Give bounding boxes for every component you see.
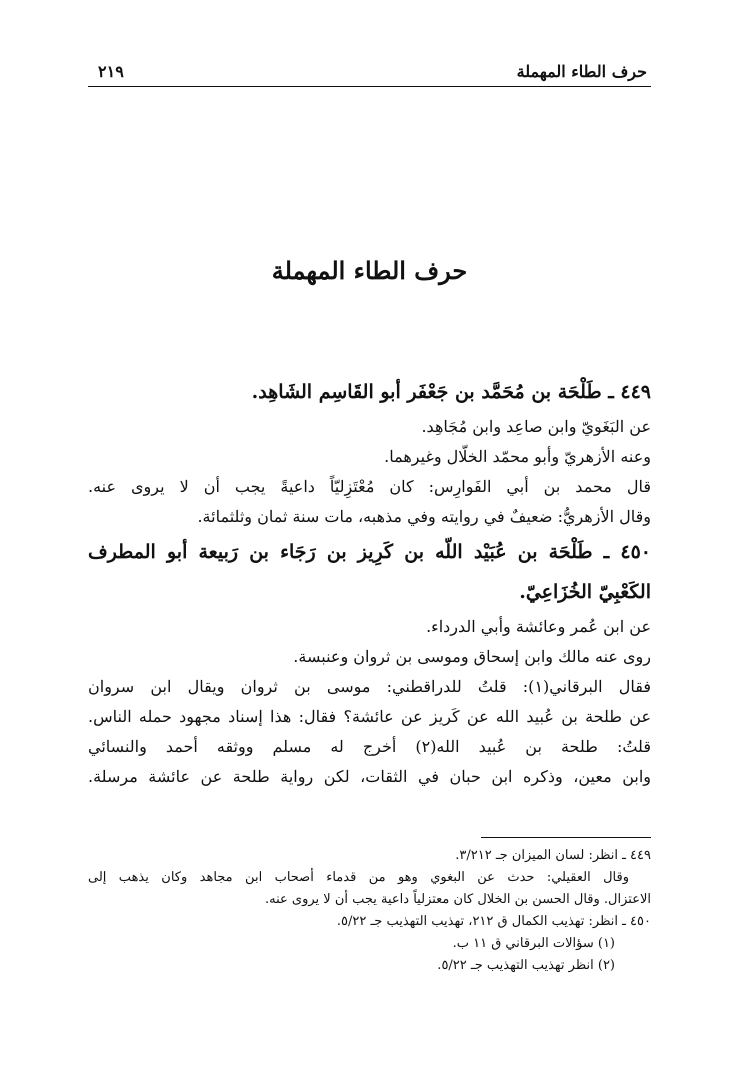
footnotes [88,845,651,977]
text-line: قلتُ: طلحة بن عُبيد الله(٢) أخرج له مسلم ووثقه أحمد والنسائي [88,737,651,756]
footnote-line: ٤٥٠ ـ انظر: تهذيب الكمال ق ٢١٢، تهذيب التهذيب جـ ٥/٢٢. [336,914,651,929]
text-line: عن ابن عُمر وعائشة وأبي الدرداء. [426,617,651,636]
footnote-line: وقال العقيلي: حدث عن البغوي وهو من قدماء أصحاب ابن مجاهد وكان يذهب إلى [88,870,629,885]
text-line: فقال البرقاني(١): قلتُ للدراقطني: موسى بن ثروان ويقال ابن سروان [88,677,651,696]
footnote-line: (١) سؤالات البرقاني ق ١١ ب. [452,936,615,951]
text-line: وابن معين، وذكره ابن حبان في الثقات، لكن رواية طلحة عن عائشة مرسلة. [88,767,651,786]
entry-450-heading-cont: الكَعْبِيّ الخُزَاعِيّ. [519,581,651,603]
running-header [88,58,651,87]
text-line: قال محمد بن أبي الفَوارِس: كان مُعْتَزِليّاً داعيةً يجب أن لا يروى عنه. [88,477,651,496]
page-number: ٢١٩ [98,62,124,81]
header-section-title: حرف الطاء المهملة [516,62,647,81]
main-text [88,372,651,792]
text-line: وقال الأزهريُّ: ضعيفٌ في روايته وفي مذهبه، مات سنة ثمان وثلثمائة. [197,507,651,526]
footnote-divider [481,837,651,838]
footnote-line: الاعتزال. وقال الحسن بن الخلال كان معتزلياً داعية يجب أن لا يروى عنه. [265,892,651,907]
footnote-line: ٤٤٩ ـ انظر: لسان الميزان جـ ٣/٢١٢. [455,848,651,863]
text-line: روى عنه مالك وابن إسحاق وموسى بن ثروان وعنبسة. [293,647,651,666]
text-line: عن طلحة بن عُبيد الله عن كَريز عن عائشة؟ فقال: هذا إسناد مجهود حمله الناس. [88,707,651,726]
text-line: وعنه الأزهريّ وأبو محمّد الخلّال وغيرهما. [384,447,651,466]
text-line: عن البَغَويّ وابن صاعِد وابن مُجَاهِد. [421,417,651,436]
chapter-title: حرف الطاء المهملة [271,256,468,285]
entry-450-heading: ٤٥٠ ـ طَلْحَة بن عُبَيْد اللّه بن كَرِيز بن رَجَاء بن رَبيعة أبو المطرف [88,541,651,563]
footnote-line: (٢) انظر تهذيب التهذيب جـ ٥/٢٢. [437,958,615,973]
entry-449-heading: ٤٤٩ ـ طَلْحَة بن مُحَمَّد بن جَعْفَر أبو القَاسِم الشَاهِد. [251,381,651,403]
